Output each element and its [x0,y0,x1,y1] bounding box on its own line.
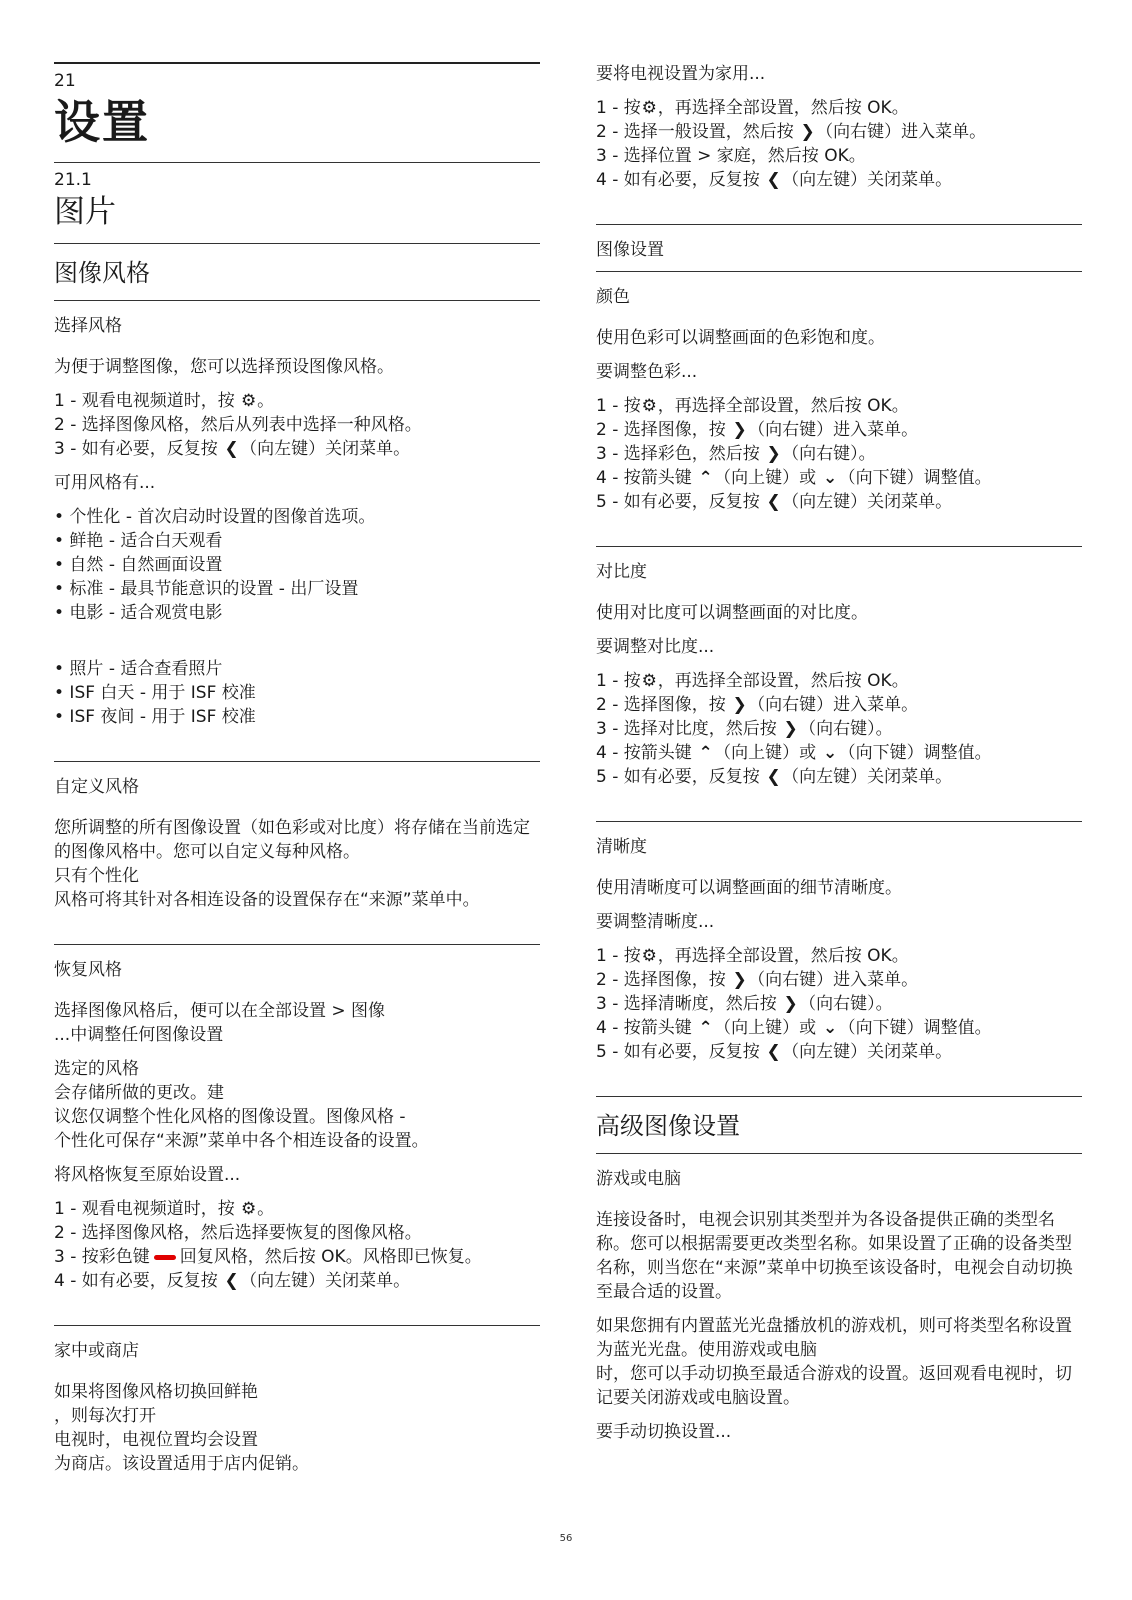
step: 2 - 选择图像，按 ❯（向右键）进入菜单。 [596,420,919,440]
step: 4 - 按箭头键 ⌃（向上键）或 ⌄（向下键）调整值。 [596,1018,992,1038]
restore-p1: 选择图像风格后，便可以在全部设置 > 图像 [54,1001,386,1021]
gear-icon: ⚙ [241,1199,257,1219]
list-item: • 照片 - 适合查看照片 [54,659,223,679]
chapter-rule [54,62,540,64]
game-pc-p4: 要手动切换设置... [596,1422,732,1442]
step: 1 - 按⚙，再选择全部设置，然后按 OK。 [596,671,909,691]
step: 3 - 如有必要，反复按 ❮（向左键）关闭菜单。 [54,439,411,459]
restore-p2: ...中调整任何图像设置 [54,1025,224,1045]
game-pc-heading: 游戏或电脑 [596,1169,681,1189]
step: 3 - 选择清晰度，然后按 ❯（向右键）。 [596,994,893,1014]
contrast-heading: 对比度 [596,562,647,582]
advanced-title: 高级图像设置 [596,1112,740,1140]
list-item: • ISF 白天 - 用于 ISF 校准 [54,683,256,703]
list-item: • 自然 - 自然画面设置 [54,555,223,575]
list-item: • 标准 - 最具节能意识的设置 - 出厂设置 [54,579,359,599]
custom-style-p3: 风格可将其针对各相连设备的设置保存在“来源”菜单中。 [54,890,480,910]
chevron-right-icon: ❯ [800,122,815,142]
custom-style-heading: 自定义风格 [54,777,139,797]
step: 1 - 按⚙，再选择全部设置，然后按 OK。 [596,98,909,118]
chevron-left-icon: ❮ [766,492,781,512]
step: 3 - 选择位置 > 家庭，然后按 OK。 [596,146,866,166]
gear-icon: ⚙ [641,671,657,691]
home-steps [596,96,1082,192]
restore-p7: 将风格恢复至原始设置... [54,1165,241,1185]
color-p2: 要调整色彩... [596,362,698,382]
gear-icon: ⚙ [641,396,657,416]
sharpness-steps [596,944,1082,1064]
game-pc-p3: 时，您可以手动切换至最适合游戏的设置。返回观看电视时，切记要关闭游戏或电脑设置。 [596,1364,1072,1408]
list-item: • 电影 - 适合观赏电影 [54,603,223,623]
step: 5 - 如有必要，反复按 ❮（向左键）关闭菜单。 [596,492,953,512]
section-rule [54,162,540,163]
gear-icon: ⚙ [241,391,257,411]
custom-style-p1: 您所调整的所有图像设置（如色彩或对比度）将存储在当前选定的图像风格中。您可以自定义每种风格。 [54,818,530,862]
restore-p5: 议您仅调整个性化风格的图像设置。图像风格 - [54,1107,406,1127]
style-list-2 [54,657,540,729]
home-intro: 要将电视设置为家用... [596,64,766,84]
step: 1 - 按⚙，再选择全部设置，然后按 OK。 [596,946,909,966]
game-pc-p1: 连接设备时，电视会识别其类型并为各设备提供正确的类型名称。您可以根据需要更改类型名称。如果设置了正确的设备类型名称，则当您在“来源”菜单中切换至该设备时，电视会自动切换至最合适的设置。 [596,1210,1073,1302]
sharpness-p2: 要调整清晰度... [596,912,715,932]
chevron-up-icon: ⌃ [698,1018,713,1038]
list-item: • 鲜艳 - 适合白天观看 [54,531,223,551]
left-column [54,62,540,1486]
image-settings-title: 图像设置 [596,240,664,260]
game-pc-p2: 如果您拥有内置蓝光光盘播放机的游戏机，则可将类型名称设置为蓝光光盘。使用游戏或电脑 [596,1316,1072,1360]
home-shop-p3: 电视时，电视位置均会设置 [54,1430,258,1450]
restore-p3: 选定的风格 [54,1059,139,1079]
step: 3 - 按彩色键 回复风格，然后按 OK。风格即已恢复。 [54,1247,482,1267]
step: 4 - 如有必要，反复按 ❮（向左键）关闭菜单。 [54,1271,411,1291]
color-heading: 颜色 [596,287,630,307]
select-style-steps [54,389,540,461]
home-shop-p1: 如果将图像风格切换回鲜艳 [54,1382,258,1402]
color-p1: 使用色彩可以调整画面的色彩饱和度。 [596,328,885,348]
step: 4 - 按箭头键 ⌃（向上键）或 ⌄（向下键）调整值。 [596,468,992,488]
contrast-p2: 要调整对比度... [596,637,715,657]
chevron-left-icon: ❮ [224,1271,239,1291]
chapter-number: 21 [54,71,76,91]
select-style-intro: 为便于调整图像，您可以选择预设图像风格。 [54,357,394,377]
home-shop-p2: ，则每次打开 [54,1406,156,1426]
chevron-right-icon: ❯ [732,695,747,715]
step: 1 - 观看电视频道时，按 ⚙。 [54,1199,275,1219]
step: 5 - 如有必要，反复按 ❮（向左键）关闭菜单。 [596,767,953,787]
chapter-title: 设置 [54,95,150,149]
section-number: 21.1 [54,170,92,190]
home-shop-p4: 为商店。该设置适用于店内促销。 [54,1454,309,1474]
contrast-p1: 使用对比度可以调整画面的对比度。 [596,603,868,623]
chevron-down-icon: ⌄ [822,1018,838,1038]
chevron-right-icon: ❯ [783,719,798,739]
step: 4 - 按箭头键 ⌃（向上键）或 ⌄（向下键）调整值。 [596,743,992,763]
select-style-heading: 选择风格 [54,316,122,336]
step: 1 - 观看电视频道时，按 ⚙。 [54,391,275,411]
page-number: 56 [559,1533,573,1544]
step: 2 - 选择图像风格，然后从列表中选择一种风格。 [54,415,422,435]
step: 2 - 选择图像风格，然后选择要恢复的图像风格。 [54,1223,422,1243]
chevron-right-icon: ❯ [732,420,747,440]
step: 2 - 选择图像，按 ❯（向右键）进入菜单。 [596,695,919,715]
chevron-right-icon: ❯ [783,994,798,1014]
list-item: • 个性化 - 首次启动时设置的图像首选项。 [54,507,376,527]
chevron-up-icon: ⌃ [698,468,713,488]
step: 5 - 如有必要，反复按 ❮（向左键）关闭菜单。 [596,1042,953,1062]
picture-style-title: 图像风格 [54,259,150,287]
gear-icon: ⚙ [641,98,657,118]
chevron-left-icon: ❮ [766,767,781,787]
chevron-right-icon: ❯ [766,444,781,464]
sharpness-p1: 使用清晰度可以调整画面的细节清晰度。 [596,878,902,898]
color-steps [596,394,1082,514]
contrast-steps [596,669,1082,789]
red-key-icon [154,1255,176,1260]
chevron-left-icon: ❮ [766,1042,781,1062]
chevron-left-icon: ❮ [224,439,239,459]
sharpness-heading: 清晰度 [596,837,647,857]
step: 3 - 选择彩色，然后按 ❯（向右键）。 [596,444,876,464]
chevron-right-icon: ❯ [732,970,747,990]
home-shop-heading: 家中或商店 [54,1341,139,1361]
restore-style-heading: 恢复风格 [54,960,122,980]
right-column [596,62,1082,1454]
step: 3 - 选择对比度，然后按 ❯（向右键）。 [596,719,893,739]
restore-steps [54,1197,540,1293]
style-list-1 [54,505,540,625]
step: 4 - 如有必要，反复按 ❮（向左键）关闭菜单。 [596,170,953,190]
list-item: • ISF 夜间 - 用于 ISF 校准 [54,707,256,727]
section-title: 图片 [54,194,116,230]
custom-style-p2: 只有个性化 [54,866,139,886]
gear-icon: ⚙ [641,946,657,966]
chevron-down-icon: ⌄ [822,743,838,763]
restore-p6: 个性化可保存“来源”菜单中各个相连设备的设置。 [54,1131,429,1151]
restore-p4: 会存储所做的更改。建 [54,1083,224,1103]
step: 2 - 选择一般设置，然后按 ❯（向右键）进入菜单。 [596,122,987,142]
chevron-up-icon: ⌃ [698,743,713,763]
chevron-left-icon: ❮ [766,170,781,190]
step: 2 - 选择图像，按 ❯（向右键）进入菜单。 [596,970,919,990]
chevron-down-icon: ⌄ [822,468,838,488]
available-styles-label: 可用风格有... [54,473,156,493]
step: 1 - 按⚙，再选择全部设置，然后按 OK。 [596,396,909,416]
